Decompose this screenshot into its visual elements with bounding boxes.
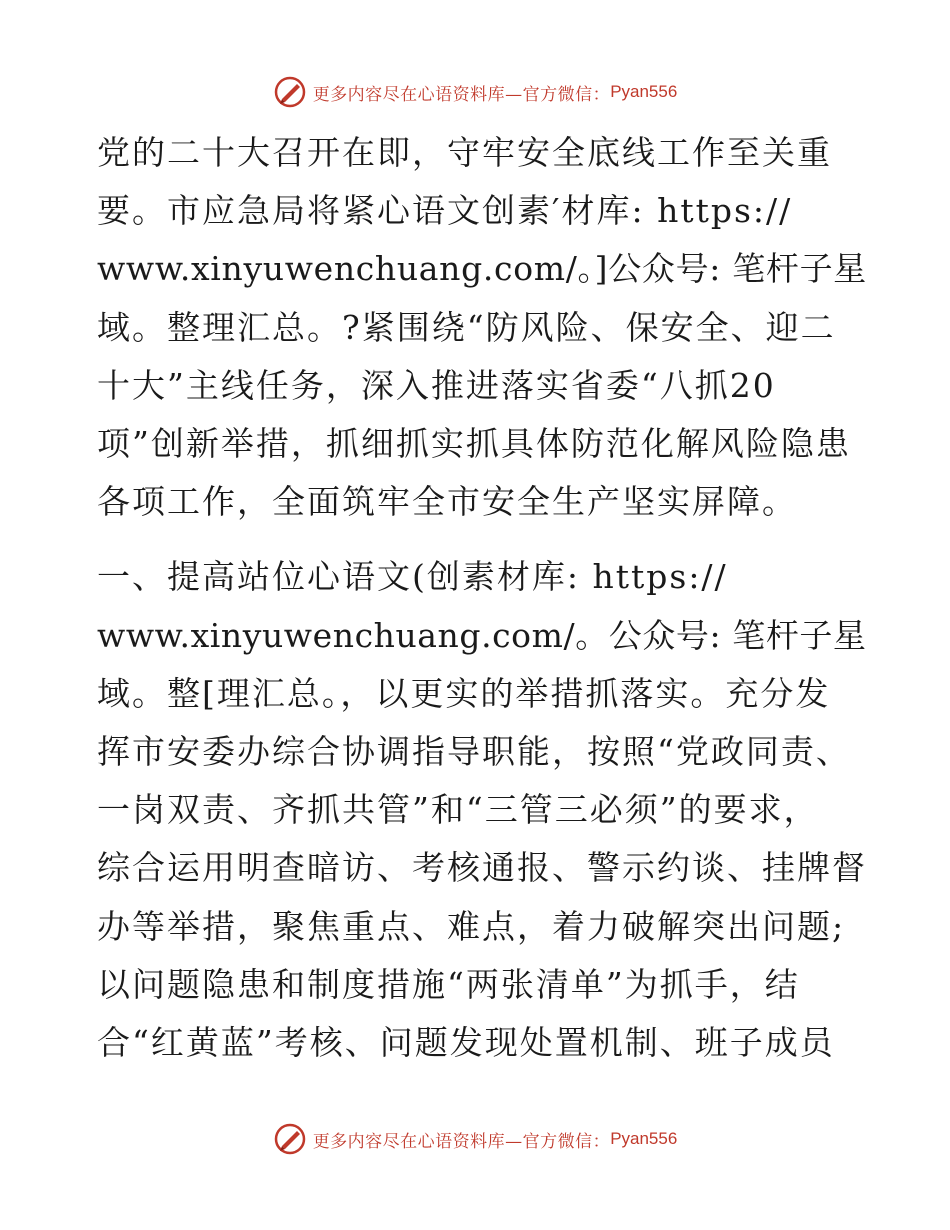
footer-banner [0,1119,950,1159]
pen-logo-icon [273,75,307,109]
header-banner-wechat: Pyan556 [610,82,678,101]
text-line: 域。整理汇总。?紧围绕“防风险、保安全、迎二 [97,307,836,347]
text-line: 各项工作，全面筑牢全市安全生产坚实屏障。 [97,482,797,522]
header-banner-text: 更多内容尽在心语资料库—官方微信： [312,84,611,105]
header-banner [0,72,950,112]
text-line: 项”创新举措，抓细抓实抓具体防范化解风险隐患 [97,424,851,464]
text-line: 域。整[理汇总。，以更实的举措抓落实。充分发 [97,673,831,713]
text-line: 要。市应急局将紧心语文创素′材库: https:// [97,191,793,231]
text-line: 以问题隐患和制度措施“两张清单”为抓手，结 [97,964,800,1004]
paragraph-intro [97,124,867,531]
text-line: 办等举措，聚焦重点、难点，着力破解突出问题; [97,906,846,946]
document-body [97,124,867,1072]
text-line: 挥市安委办综合协调指导职能，按照“党政同责、 [97,732,851,772]
text-line: 一、提高站位心语文(创素材库: https:// [97,557,728,597]
text-line: 一岗双责、齐抓共管”和“三管三必须”的要求， [97,790,819,830]
text-line: 综合运用明查暗访、考核通报、警示约谈、挂牌督 [97,848,867,888]
text-line: 十大”主线任务，深入推进落实省委“八抓20 [97,365,776,405]
text-line: www.xinyuwenchuang.com/。]公众号: 笔杆子星 [97,249,867,289]
text-line: 合“红黄蓝”考核、问题发现处置机制、班子成员 [97,1023,835,1063]
paragraph-section-one [97,548,867,1072]
footer-banner-wechat: Pyan556 [610,1129,678,1148]
footer-banner-text: 更多内容尽在心语资料库—官方微信： [312,1131,611,1152]
pen-logo-icon [273,1122,307,1156]
text-line: www.xinyuwenchuang.com/。公众号: 笔杆子星 [97,615,867,655]
text-line: 党的二十大召开在即，守牢安全底线工作至关重 [97,133,832,172]
